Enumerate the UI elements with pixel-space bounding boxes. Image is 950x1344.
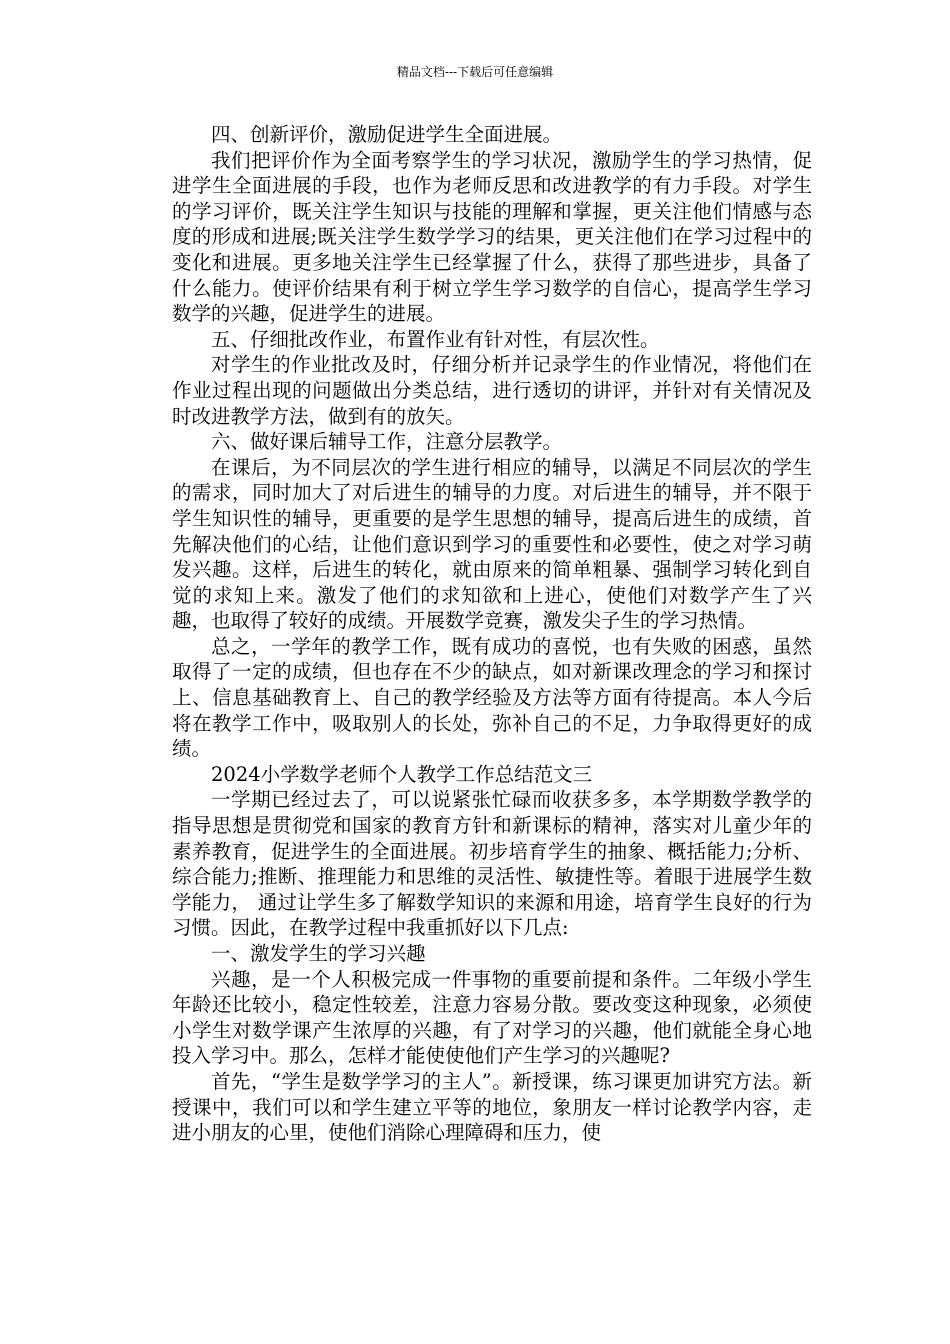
paragraph: 我们把评价作为全面考察学生的学习状况，激励学生的学习热情，促进学生全面进展的手段，也作为老师反思和改进教学的有力手段。对学生的学习评价，既关注学生知识与技能的理解和掌握，更关注他们情感与态度的形成和进展;既关注学生数学学习的结果，更关注他们在学习过程中的变化和进展。更多地关注学生已经掌握了什么，获得了那些进步，具备了什么能力。使评价结果有利于树立学生学习数学的自信心，提高学生学习数学的兴趣，促进学生的进展。 [172, 148, 812, 326]
page-header: 精品文档---下载后可任意编辑 [396, 65, 554, 79]
paragraph: 兴趣，是一个人积极完成一件事物的重要前提和条件。二年级小学生年龄还比较小，稳定性较差，注意力容易分散。要改变这种现象，必须使小学生对数学课产生浓厚的兴趣，有了对学习的兴趣，他们就能全身心地投入学习中。那么，怎样才能使使他们产生学习的兴趣呢? [172, 967, 812, 1068]
paragraph: 首先，“学生是数学学习的主人”。新授课，练习课更加讲究方法。新授课中，我们可以和学生建立平等的地位，象朋友一样讨论教学内容，走进小朋友的心里，使他们消除心理障碍和压力，使 [172, 1069, 812, 1145]
section-heading-4: 四、创新评价，激励促进学生全面进展。 [211, 123, 563, 146]
section-heading-5: 五、仔细批改作业，布置作业有针对性，有层次性。 [211, 327, 660, 351]
paragraph: 在课后，为不同层次的学生进行相应的辅导，以满足不同层次的学生的需求，同时加大了对后进生的辅导的力度。对后进生的辅导，并不限于学生知识性的辅导，更重要的是学生思想的辅导，提高后进生的成绩，首先解决他们的心结，让他们意识到学习的重要性和必要性，使之对学习萌发兴趣。这样，后进生的转化，就由原来的简单粗暴、强制学习转化到自觉的求知上来。激发了他们的求知欲和上进心，使他们对数学产生了兴趣，也取得了较好的成绩。开展数学竞赛，激发尖子生的学习热情。 [172, 455, 812, 633]
paragraph: 对学生的作业批改及时，仔细分析并记录学生的作业情况，将他们在作业过程出现的问题做出分类总结，进行透切的讲评，并针对有关情况及时改进教学方法，做到有的放矢。 [172, 353, 812, 428]
paragraph: 总之，一学年的教学工作，既有成功的喜悦，也有失败的困惑，虽然取得了一定的成绩，但也存在不少的缺点，如对新课改理念的学习和探讨上、信息基础教育上、自己的教学经验及方法等方面有待提高。本人今后将在教学工作中，吸取别人的长处，弥补自己的不足，力争取得更好的成绩。 [172, 634, 812, 761]
section-heading-6: 六、做好课后辅导工作，注意分层教学。 [211, 430, 563, 454]
paragraph: 一学期已经过去了，可以说紧张忙碌而收获多多，本学期数学教学的指导思想是贯彻党和国家的教育方针和新课标的精神，落实对儿童少年的素养教育，促进学生的全面进展。初步培育学生的抽象、概括能力;分析、综合能力;推断、推理能力和思维的灵活性、敏捷性等。着眼于进展学生数学能力， 通过让学生多了解数学知识的来源和用途，培育学生良好的行为习惯。因此，在教学过程中我重抓好以下几点: [172, 788, 812, 940]
document-title: 2024小学数学老师个人教学工作总结范文三 [211, 762, 593, 786]
section-heading-1: 一、激发学生的学习兴趣 [211, 942, 426, 965]
document-body [172, 122, 812, 1146]
